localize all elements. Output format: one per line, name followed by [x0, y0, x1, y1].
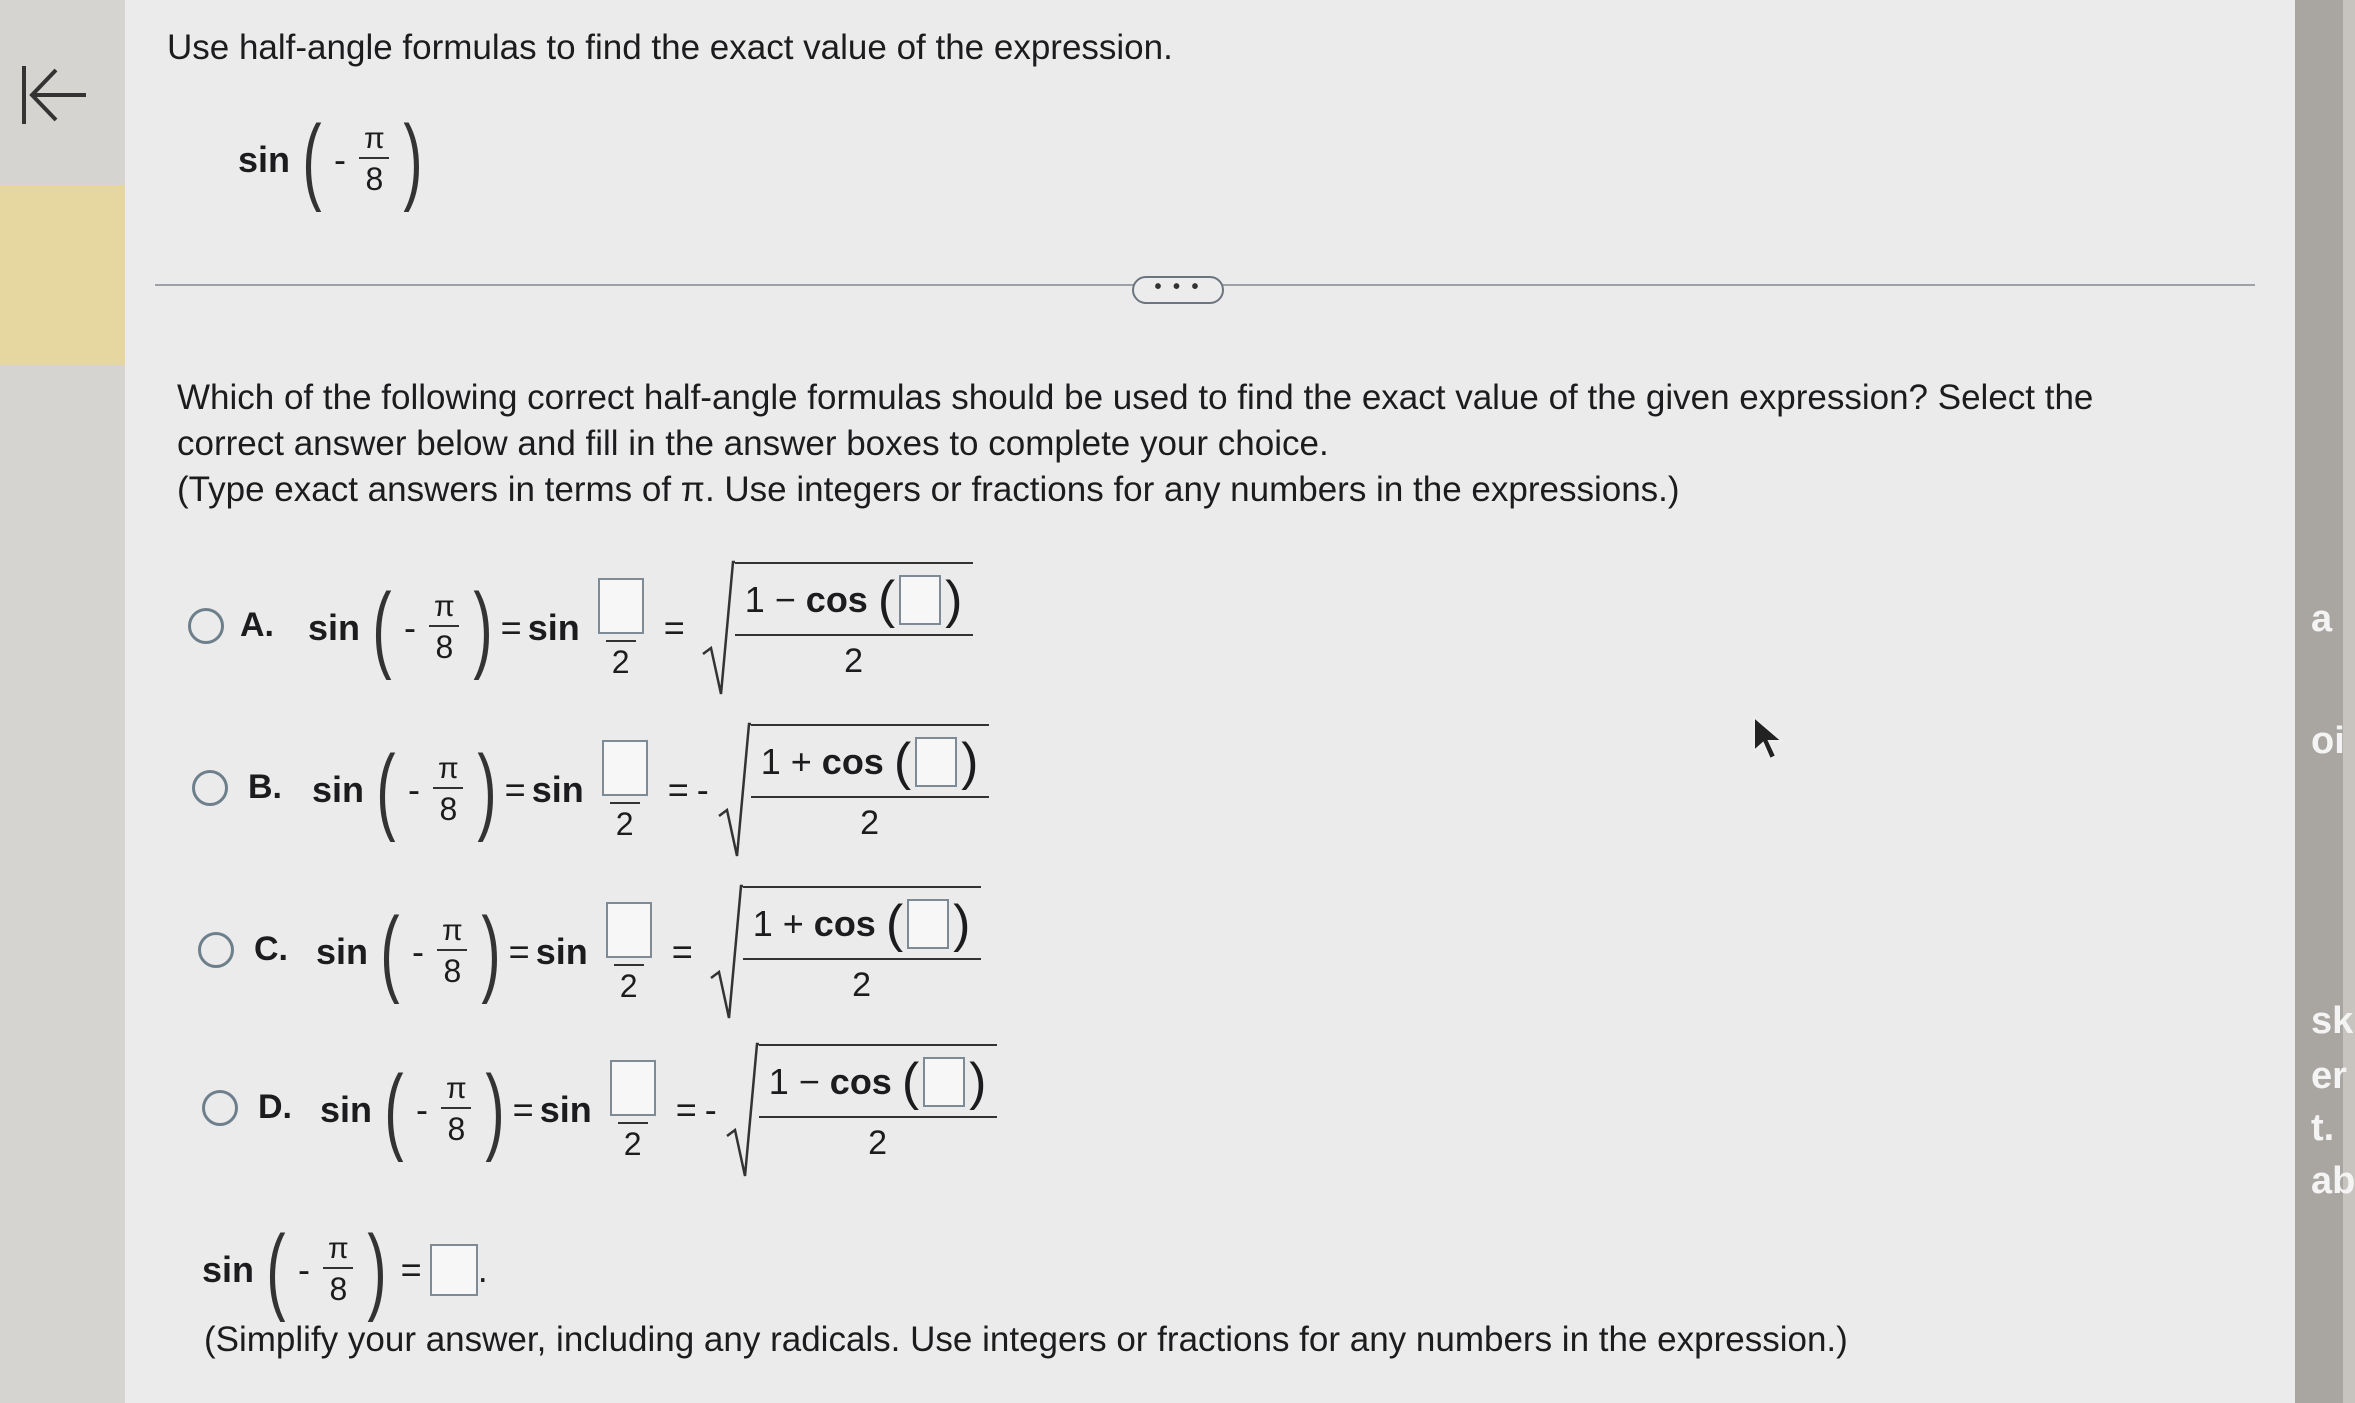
fraction [428, 589, 461, 667]
function-name: sin [535, 931, 588, 972]
answer-expression [202, 1216, 488, 1323]
right-rail [2295, 0, 2355, 1403]
half-angle-fraction [596, 736, 654, 844]
numeral-one: 1 [752, 903, 773, 944]
minus-sign: - [403, 607, 416, 648]
right-rail-fragment: ab [2311, 1160, 2355, 1202]
radical-icon [709, 882, 743, 1022]
choice-radio-c[interactable] [198, 932, 234, 968]
right-paren: ) [473, 574, 493, 681]
radical-denominator: 2 [852, 966, 872, 1004]
answer-hint: (Simplify your answer, including any radicals. Use integers or fractions for any numbers in the expression.) [204, 1320, 1848, 1359]
minus-sign: - [415, 1089, 428, 1130]
right-paren: ) [481, 898, 501, 1005]
half-angle-fraction [604, 1056, 662, 1164]
outer-sign: - [704, 1089, 717, 1130]
angle-input[interactable] [606, 902, 652, 958]
right-paren: ) [485, 1056, 505, 1163]
radical-icon [701, 558, 735, 698]
choice-label[interactable]: B. [248, 768, 282, 806]
function-name: sin [527, 607, 580, 648]
instruction-line-3: (Type exact answers in terms of π. Use integers or fractions for any numbers in the expressions.) [177, 470, 1680, 509]
left-paren: ( [893, 733, 912, 791]
minus-sign: - [297, 1249, 310, 1290]
minus-sign: - [333, 139, 346, 180]
right-rail-fragment: a [2311, 598, 2333, 640]
question-prompt: Use half-angle formulas to find the exact value of the expression. [167, 28, 1173, 67]
fraction-denominator: 2 [610, 802, 640, 844]
fraction [358, 121, 391, 199]
final-answer-input[interactable] [430, 1244, 478, 1296]
left-rail-accent [0, 185, 125, 365]
equals-sign: = [500, 607, 522, 648]
collapse-back-icon[interactable] [14, 60, 94, 130]
equals-sign: = [663, 607, 685, 648]
left-paren: ( [376, 736, 396, 843]
right-paren: ) [403, 106, 423, 213]
choice-formula [320, 1040, 997, 1180]
equals-sign: = [508, 931, 530, 972]
minus-sign: - [407, 769, 420, 810]
cos-angle-input[interactable] [907, 899, 949, 949]
fraction-denominator: 2 [618, 1122, 648, 1164]
function-name: sin [531, 769, 584, 810]
fraction [440, 1071, 473, 1149]
radical-denominator: 2 [844, 642, 864, 680]
question-expression [238, 106, 429, 213]
angle-input[interactable] [598, 578, 644, 634]
show-more-button[interactable]: • • • [1132, 276, 1224, 304]
angle-input[interactable] [610, 1060, 656, 1116]
cos-function: cos [829, 1061, 892, 1102]
square-root [709, 882, 981, 1022]
radical-icon [725, 1040, 759, 1180]
instruction-line-1: Which of the following correct half-angle formulas should be used to find the exact value of the given expression? Select the [177, 378, 2094, 417]
fraction [436, 913, 469, 991]
minus-sign: - [411, 931, 424, 972]
equals-sign: = [504, 769, 526, 810]
fraction-denominator: 8 [433, 787, 463, 829]
fraction-denominator: 2 [614, 964, 644, 1006]
operator: − [774, 579, 796, 620]
choice-formula [308, 558, 973, 698]
function-name: sin [316, 931, 369, 972]
left-paren: ( [877, 571, 896, 629]
right-rail-fragment: er [2311, 1055, 2347, 1097]
choice-formula [316, 882, 981, 1022]
function-name: sin [312, 769, 365, 810]
choice-radio-b[interactable] [192, 770, 228, 806]
right-paren: ) [477, 736, 497, 843]
choice-radio-a[interactable] [188, 608, 224, 644]
half-angle-fraction [600, 898, 658, 1006]
equals-sign: = [400, 1249, 422, 1290]
equals-sign: = [671, 931, 693, 972]
cos-function: cos [821, 741, 884, 782]
choice-radio-d[interactable] [202, 1090, 238, 1126]
cos-angle-input[interactable] [923, 1057, 965, 1107]
numeral-one: 1 [744, 579, 765, 620]
left-paren: ( [266, 1216, 286, 1323]
operator: − [798, 1061, 820, 1102]
fraction-numerator: π [327, 1232, 349, 1265]
fraction-numerator: π [445, 1072, 467, 1105]
mouse-cursor-icon [1752, 715, 1788, 765]
function-name: sin [238, 139, 291, 180]
function-name: sin [308, 607, 361, 648]
fraction-denominator: 8 [429, 625, 459, 667]
square-root [725, 1040, 997, 1180]
cos-function: cos [805, 579, 868, 620]
equals-sign: = [512, 1089, 534, 1130]
fraction-denominator: 8 [359, 157, 389, 199]
operator: + [782, 903, 804, 944]
fraction-numerator: π [437, 752, 459, 785]
choice-formula [312, 720, 989, 860]
function-name: sin [320, 1089, 373, 1130]
cos-function: cos [813, 903, 876, 944]
half-angle-fraction [592, 574, 650, 682]
fraction-numerator: π [433, 590, 455, 623]
fraction [432, 751, 465, 829]
fraction [322, 1231, 355, 1309]
choice-label[interactable]: D. [258, 1088, 292, 1126]
period: . [477, 1249, 488, 1290]
equals-sign: = [667, 769, 689, 810]
square-root [717, 720, 989, 860]
left-paren: ( [372, 574, 392, 681]
fraction-numerator: π [441, 914, 463, 947]
equals-sign: = [675, 1089, 697, 1130]
right-rail-fragment: t. [2311, 1107, 2335, 1149]
right-paren: ) [961, 733, 979, 791]
right-paren: ) [953, 895, 971, 953]
numeral-one: 1 [760, 741, 781, 782]
choice-label[interactable]: A. [240, 606, 274, 644]
numeral-one: 1 [768, 1061, 789, 1102]
left-paren: ( [380, 898, 400, 1005]
right-rail-fragment: oi [2311, 720, 2345, 762]
fraction-denominator: 8 [323, 1267, 353, 1309]
angle-input[interactable] [602, 740, 648, 796]
left-paren: ( [302, 106, 322, 213]
radical-icon [717, 720, 751, 860]
fraction-denominator: 2 [606, 640, 636, 682]
left-paren: ( [885, 895, 904, 953]
right-paren: ) [969, 1053, 987, 1111]
radical-denominator: 2 [868, 1124, 888, 1162]
cos-angle-input[interactable] [915, 737, 957, 787]
left-rail [0, 0, 125, 1403]
left-paren: ( [384, 1056, 404, 1163]
left-paren: ( [901, 1053, 920, 1111]
operator: + [790, 741, 812, 782]
cos-angle-input[interactable] [899, 575, 941, 625]
fraction-numerator: π [363, 122, 385, 155]
instruction-line-2: correct answer below and fill in the answer boxes to complete your choice. [177, 424, 1329, 463]
right-paren: ) [367, 1216, 387, 1323]
question-panel [125, 0, 2295, 1403]
fraction-denominator: 8 [441, 1107, 471, 1149]
right-rail-fragment: sk [2311, 1000, 2354, 1042]
outer-sign: - [696, 769, 709, 810]
fraction-denominator: 8 [437, 949, 467, 991]
radical-denominator: 2 [860, 804, 880, 842]
function-name: sin [539, 1089, 592, 1130]
function-name: sin [202, 1249, 255, 1290]
right-paren: ) [945, 571, 963, 629]
choice-label[interactable]: C. [254, 930, 288, 968]
square-root [701, 558, 973, 698]
